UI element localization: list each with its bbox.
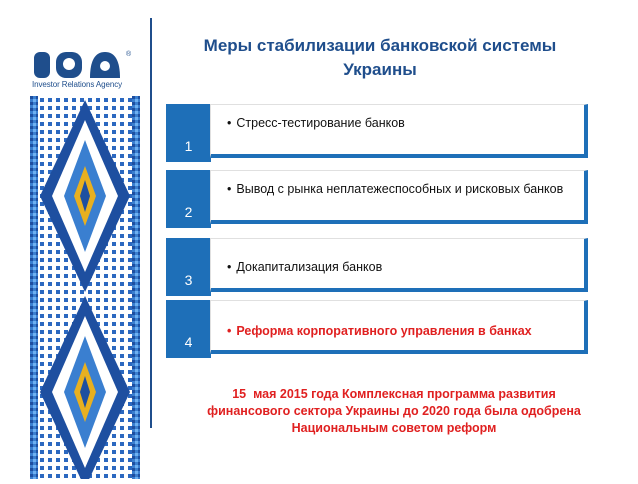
- title-line-2: Украины: [343, 60, 417, 79]
- bullet: •: [227, 324, 232, 338]
- step-text-2: Вывод с рынка неплатежеспособных и рисковых банков: [236, 182, 564, 196]
- step-number-4: 4: [166, 300, 211, 358]
- ira-logo-icon: [32, 44, 136, 84]
- bullet: •: [227, 116, 232, 130]
- agency-name: Investor Relations Agency: [32, 80, 122, 89]
- slide-title: [160, 34, 600, 82]
- embroidery-ornament: [30, 96, 140, 479]
- note-line-1: 15 мая 2015 года Комплексная программа развития: [232, 387, 556, 401]
- step-text-1: Стресс-тестирование банков: [236, 116, 405, 130]
- step-box-2: [210, 170, 588, 224]
- step-number-3: 3: [166, 238, 211, 296]
- step-box-3: [210, 238, 588, 292]
- note-line-2: финансового сектора Украины до 2020 года была одобрена: [207, 404, 581, 418]
- title-line-1: Меры стабилизации банковской системы: [203, 36, 557, 55]
- step-box-4: [210, 300, 588, 354]
- registered-mark: ®: [126, 51, 132, 58]
- step-number-2: 2: [166, 170, 211, 228]
- step-box-1: [210, 104, 588, 158]
- bullet: •: [227, 182, 232, 196]
- divider-line: [150, 18, 152, 428]
- step-text-3: Докапитализация банков: [236, 260, 383, 274]
- note-line-3: Национальным советом реформ: [291, 421, 497, 435]
- bottom-note: [170, 386, 618, 437]
- ira-logo: [32, 44, 136, 102]
- step-text-4: Реформа корпоративного управления в банках: [236, 324, 532, 338]
- step-number-1: 1: [166, 104, 211, 162]
- bullet: •: [227, 260, 232, 274]
